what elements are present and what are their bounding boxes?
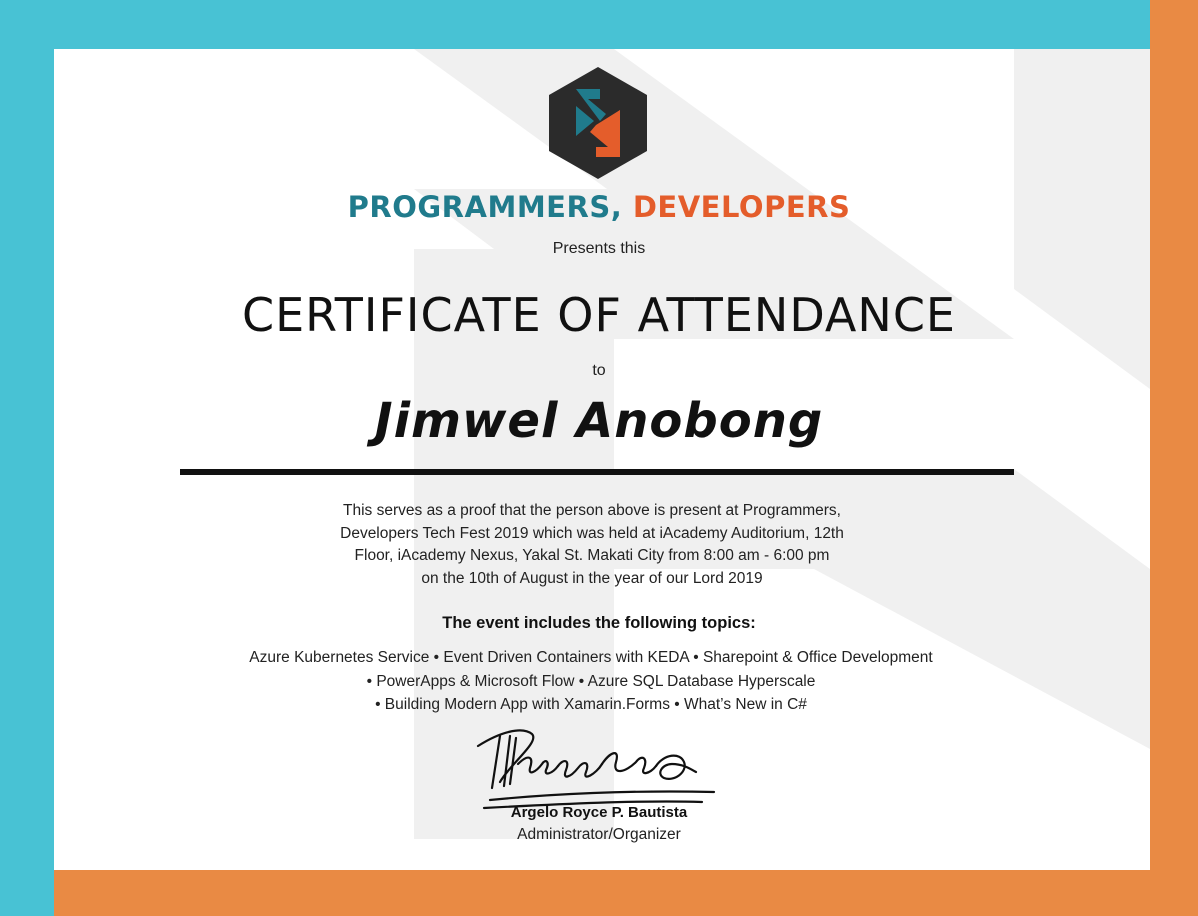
body-line: on the 10th of August in the year of our Lord 2019 bbox=[421, 569, 763, 587]
signature-icon bbox=[470, 724, 720, 810]
body-line: Floor, iAcademy Nexus, Yakal St. Makati City from 8:00 am - 6:00 pm bbox=[354, 547, 830, 564]
certificate-body bbox=[290, 500, 894, 590]
signatory-name: Argelo Royce P. Bautista bbox=[510, 804, 688, 821]
topics-line: Azure Kubernetes Service • Event Driven Containers with KEDA • Sharepoint & Office Development bbox=[249, 649, 933, 666]
to-text: to bbox=[592, 362, 606, 379]
recipient-name: Jimwel Anobong bbox=[374, 393, 824, 449]
cyan-border-left bbox=[0, 0, 54, 916]
signatory-role: Administrator/Organizer bbox=[517, 826, 681, 843]
organization-name-part2: DEVELOPERS bbox=[632, 190, 851, 224]
topics-heading: The event includes the following topics: bbox=[442, 614, 756, 632]
topics-line: • Building Modern App with Xamarin.Forms • What’s New in C# bbox=[375, 696, 807, 713]
orange-border-bottom bbox=[54, 870, 1198, 916]
certificate-title: CERTIFICATE OF ATTENDANCE bbox=[241, 288, 956, 342]
body-line: This serves as a proof that the person above is present at Programmers, bbox=[343, 502, 841, 519]
name-underline bbox=[180, 469, 1014, 475]
cyan-border-top bbox=[0, 0, 1150, 49]
topics-list bbox=[0, 646, 1182, 717]
organization-name bbox=[0, 190, 1198, 224]
orange-border-right bbox=[1150, 0, 1198, 916]
body-line: Developers Tech Fest 2019 which was held at iAcademy Auditorium, 12th bbox=[340, 524, 844, 542]
organization-name-part1: PROGRAMMERS, bbox=[347, 190, 623, 224]
presents-text: Presents this bbox=[552, 240, 646, 257]
topics-line: • PowerApps & Microsoft Flow • Azure SQL Database Hyperscale bbox=[366, 672, 816, 690]
programmers-developers-logo-icon bbox=[548, 66, 648, 180]
